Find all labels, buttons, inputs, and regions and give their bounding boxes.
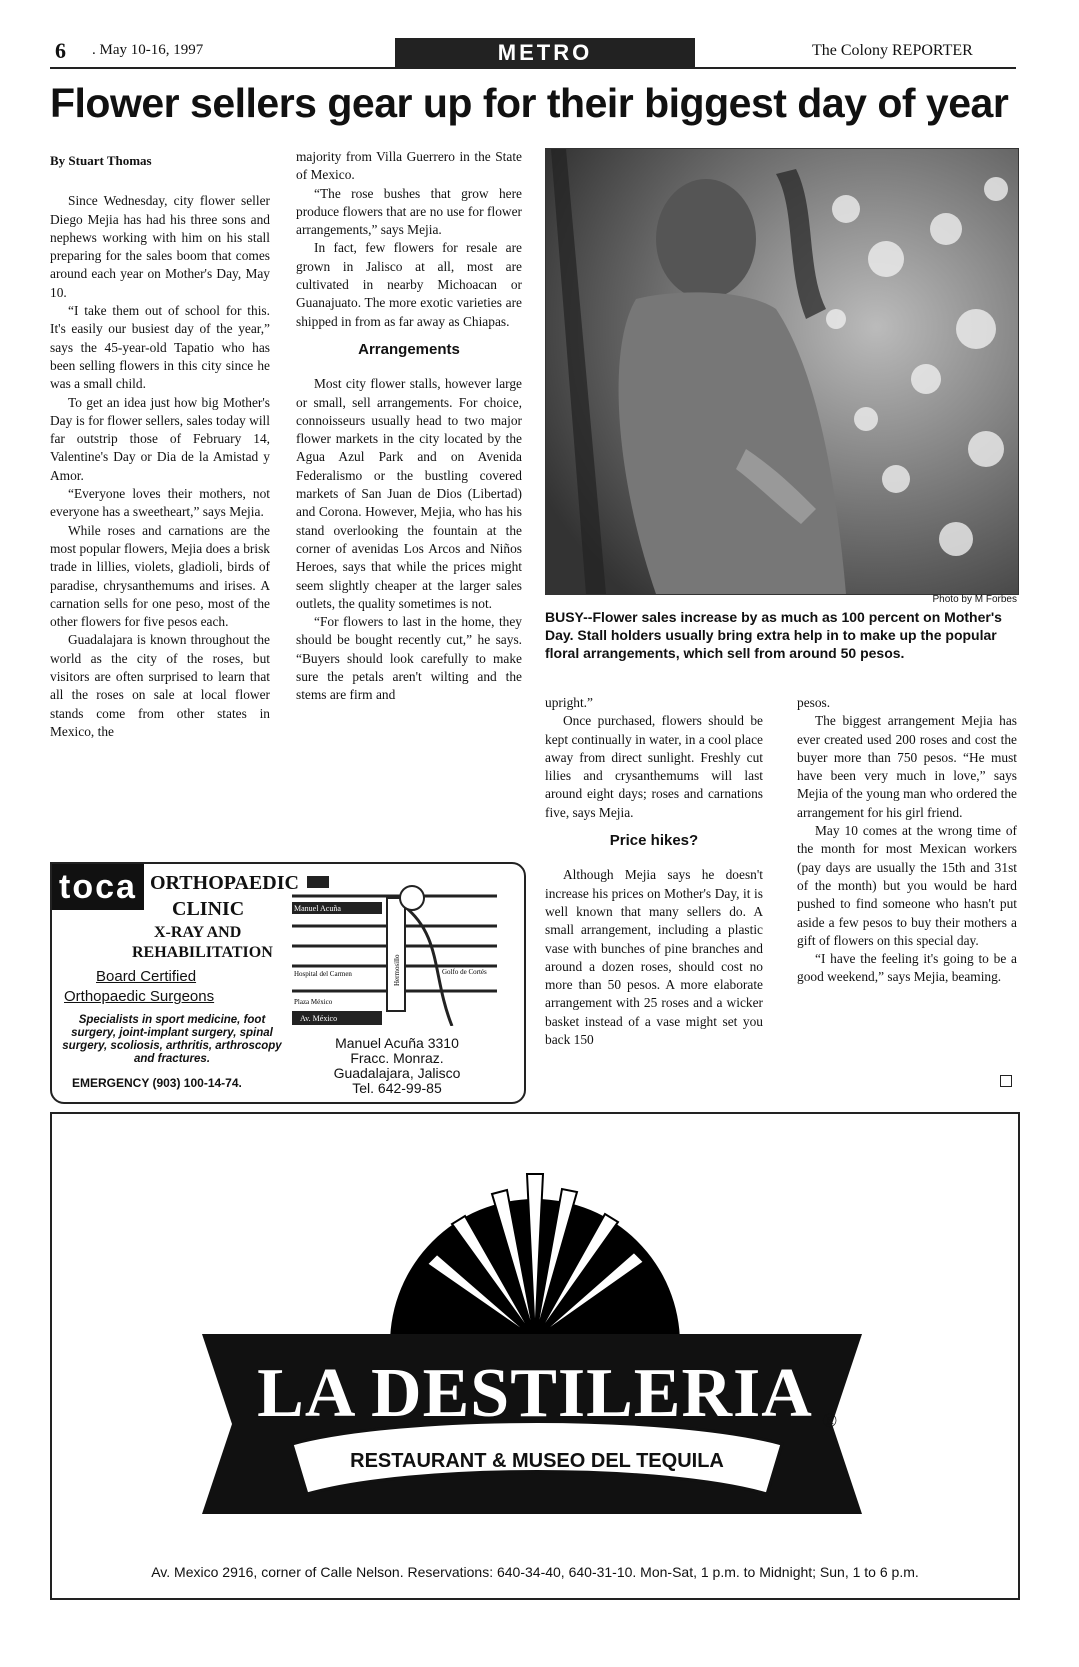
paragraph: pesos.: [797, 695, 831, 710]
header-rule: [50, 67, 1016, 69]
paragraph: Although Mejia says he doesn't increase his prices on Mother's Day, it is well known that many sellers do. A small arrangement, including a plastic vase with bunches of pine branches and around a dozen roses, should cost no more than 50 pesos. A more elaborate arrangement with 25 roses and a wicker basket instead of a vase might set you back 150: [545, 867, 763, 1048]
subhead-price-hikes: Price hikes?: [609, 832, 699, 850]
photo-illustration: [546, 149, 1018, 594]
paragraph: “Everyone loves their mothers, not everyone has a sweetheart,” says Mejia.: [50, 486, 270, 520]
clinic-ad: [50, 862, 526, 1104]
paragraph: To get an idea just how big Mother's Day is for flower sellers, sales today will far outstrip those of February 14, Valentine's Day or Dia de la Amistad y Amor.: [50, 394, 270, 483]
map-label: Hermosillo: [393, 954, 401, 986]
paragraph: The biggest arrangement Mejia has ever created used 200 roses and cost the buyer more than 750 pesos. “He must have been very much in love,” says Mejia of the young man who ordered the arrangement for his girl friend.: [797, 713, 1017, 820]
clinic-specialties: Specialists in sport medicine, foot surgery, joint-implant surgery, spinal surgery, scoliosis, arthritis, arthroscopy and fractures.: [62, 1014, 282, 1065]
clinic-name-3: X-RAY AND: [154, 924, 242, 941]
subhead-arrangements: Arrangements: [358, 340, 460, 358]
map-label: Av. México: [300, 1014, 338, 1023]
byline: By Stuart Thomas: [50, 153, 152, 168]
photo-credit: Photo by M Forbes: [932, 594, 1017, 605]
paragraph: Since Wednesday, city flower seller Diego Mejia has had his three sons and nephews working with him on his stall preparing for the sales boom that comes around each year on Mother's Day, May 10.: [50, 193, 270, 300]
issue-date: . May 10-16, 1997: [92, 42, 204, 58]
clinic-logo: toca: [52, 864, 144, 910]
paragraph: “For flowers to last in the home, they should be bought recently cut,” he says. “Buyers should look carefully to make sure the petals aren't wilting and the stems are firm and: [296, 614, 522, 703]
headline: Flower sellers gear up for their biggest day of year: [50, 80, 1009, 126]
article-column-1: [50, 152, 270, 741]
paragraph: May 10 comes at the wrong time of the month for most Mexican workers (pay days are usually the 15th and 31st of the month) but you would be hard pushed to find someone who hasn't put aside a few pesos to buy their mothers a gift of flowers on this special day.: [797, 823, 1017, 948]
end-mark-icon: [1000, 1075, 1012, 1087]
restaurant-tagline: RESTAURANT & MUSEO DEL TEQUILA: [350, 1450, 724, 1472]
paragraph: “The rose bushes that grow here produce flowers that are no use for flower arrangements,” says Mejia.: [296, 185, 522, 238]
flower-seller-photo: [545, 148, 1019, 595]
photo-caption: BUSY--Flower sales increase by as much as 100 percent on Mother's Day. Stall holders usually bring extra help in to make up the popular floral arrangements, which sell from around 50 pesos.: [545, 609, 1002, 661]
map-label: Manuel Acuña: [294, 904, 341, 913]
article-column-4: [797, 694, 1017, 987]
paragraph: In fact, few flowers for resale are grown in Jalisco at all, most are cultivated in nearby Michoacan or Guanajuato. The more exotic varieties are shipped in from as far away as Chiapas.: [296, 240, 522, 329]
address-line-2: Fracc. Monraz.: [350, 1050, 444, 1066]
paragraph: Once purchased, flowers should be kept continually in water, in a cool place away from direct sunlight. Freshly cut lilies and crysanthemums will last around eight days; roses and carnations five, says Mejia.: [545, 713, 763, 820]
article-column-2: [296, 148, 522, 705]
clinic-phone: Tel. 642-99-85: [352, 1080, 442, 1096]
map-label: Plaza México: [294, 998, 333, 1006]
paragraph: majority from Villa Guerrero in the State of Mexico.: [296, 149, 522, 183]
orthopaedic-surgeons: Orthopaedic Surgeons: [64, 988, 215, 1005]
paragraph: While roses and carnations are the most popular flowers, Mejia does a brisk trade in lillies, violets, gladioli, birds of paradise, chrysanthemums and irises. A carnation sells for one peso, most of the other flowers for five pesos each.: [50, 522, 270, 630]
restaurant-ad: [50, 1112, 1020, 1600]
clinic-address: [292, 1036, 502, 1096]
map-label: Hospital del Carmen: [294, 970, 352, 978]
newspaper-name: The Colony REPORTER: [812, 42, 973, 59]
address-line-3: Guadalajara, Jalisco: [333, 1065, 461, 1081]
article-column-3: [545, 694, 763, 1049]
address-line-1: Manuel Acuña 3310: [335, 1035, 459, 1051]
clinic-emergency: EMERGENCY (903) 100-14-74.: [72, 1076, 242, 1090]
clinic-map: [292, 876, 507, 1026]
restaurant-name: LA DESTILERIA: [257, 1355, 813, 1432]
paragraph: “I have the feeling it's going to be a good weekend,” says Mejia, beaming.: [797, 951, 1017, 985]
board-certified: Board Certified: [96, 968, 197, 985]
restaurant-logo-art: [52, 1114, 1018, 1554]
restaurant-info: Av. Mexico 2916, corner of Calle Nelson. Reservations: 640-34-40, 640-31-10. Mon-Sat, 1 p.m. to Midnight; Sun, 1 to 6 p.m.: [151, 1564, 919, 1580]
map-label: Golfo de Cortés: [442, 968, 487, 976]
clinic-name-2: CLINIC: [172, 898, 245, 920]
paragraph: Guadalajara is known throughout the world as the city of the roses, but visitors are often surprised to learn that all the roses on sale at local flower stands come from other states in Mexico, the: [50, 632, 270, 739]
paragraph: upright.”: [545, 695, 593, 710]
section-banner: METRO: [395, 38, 695, 68]
clinic-name-4: REHABILITATION: [132, 944, 273, 961]
paragraph: Most city flower stalls, however large or small, sell arrangements. For choice, connoisseurs usually head to two major flower markets in the city located by the Agua Azul Park and on Avenida Federalismo or the bustling covered markets of San Juan de Dios (Libertad) and Corona. However, Mejia, who has his stand overlooking the fountain at the corner of avenidas Los Arcos and Niños Heroes, says that while the prices might seem slightly cheaper at the larger sales outlets, the quality sometimes is not.: [296, 376, 522, 611]
clinic-name-1: ORTHOPAEDIC: [150, 872, 299, 894]
page-number: 6: [55, 38, 66, 63]
registered-mark: ®: [822, 1410, 838, 1432]
paragraph: “I take them out of school for this. It's easily our busiest day of the year,” says the 45-year-old Tapatio who has been selling flowers in this city since he was a small child.: [50, 303, 270, 392]
